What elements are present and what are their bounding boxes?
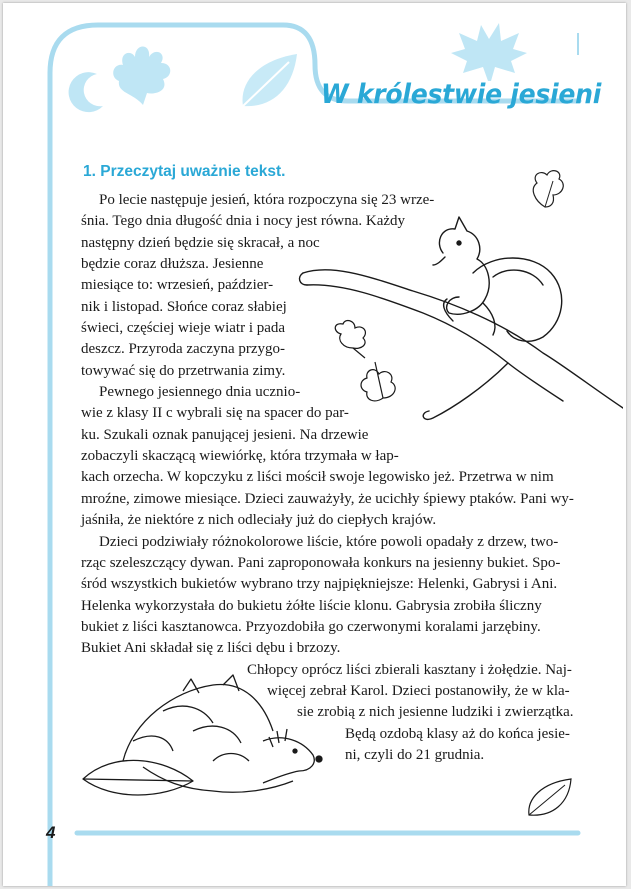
text-line: Po lecie następuje jesień, która rozpoczyna się 23 wrze-	[99, 192, 435, 208]
text-line: następny dzień będzie się skracał, a noc	[81, 234, 320, 251]
page-number: 4	[46, 823, 56, 842]
text-line: ni, czyli do 21 grudnia.	[345, 746, 485, 763]
falling-leaf-icon	[523, 163, 573, 213]
text-line: jaśniła, że niektóre z nich odleciały już do ciepłych krajów.	[81, 512, 437, 529]
text-line: mroźne, zimowe miesiące. Dzieci zauważyły, że ucichły śpiewy ptaków. Pani wy-	[81, 490, 574, 507]
text-line: Helenka wykorzystała do bukietu żółte liście klonu. Gabrysia zrobiła śliczny	[81, 597, 542, 614]
paragraph-3	[81, 532, 601, 660]
text-line: sie zrobią z nich jesienne ludziki i zwierzątka.	[297, 704, 574, 721]
text-line: więcej zebrał Karol. Dzieci postanowiły, że w kla-	[267, 682, 570, 699]
falling-leaf-icon	[521, 773, 581, 823]
text-line: wie z klasy II c wybrali się na spacer do par-	[81, 405, 349, 422]
text-line: bukiet z liści kasztanowca. Przyozdobiła go czerwonymi koralami jarzębiny.	[81, 618, 541, 635]
text-line: będzie coraz dłuższa. Jesienne	[81, 256, 264, 273]
leaf-icon	[235, 48, 305, 113]
text-line: śród wszystkich bukietów wybrano trzy najpiękniejsze: Helenki, Gabrysi i Ani.	[81, 576, 558, 593]
text-line: rząc szeleszczący dywan. Pani zaproponowała konkurs na jesienny bukiet. Spo-	[81, 554, 561, 571]
text-line: Dzieci podziwiały różnokolorowe liście, które powoli opadały z drzew, two-	[99, 533, 559, 550]
text-line: Będą ozdobą klasy aż do końca jesie-	[345, 725, 570, 742]
workbook-page	[3, 3, 626, 886]
maple-leaf-icon	[443, 17, 533, 87]
text-line: zobaczyli skaczącą wiewiórkę, która trzymała w łap-	[81, 448, 399, 465]
text-line: miesiące to: wrzesień, paździer-	[81, 277, 274, 294]
oak-leaf-icon	[103, 33, 183, 113]
text-line: ku. Szukali oznak panującej jesieni. Na drzewie	[81, 426, 369, 443]
text-line: śnia. Tego dnia długość dnia i nocy jest równa. Każdy	[81, 213, 406, 230]
text-line: Chłopcy oprócz liści zbierali kasztany i żołędzie. Naj-	[247, 661, 572, 678]
text-line: towywać się do przetrwania zimy.	[81, 362, 286, 379]
exercise-heading: 1. Przeczytaj uważnie tekst.	[83, 163, 286, 180]
text-line: świeci, częściej wieje wiatr i pada	[81, 320, 286, 337]
oak-leaves-illustration	[303, 318, 413, 418]
text-line: Bukiet Ani składał się z liści dębu i brzozy.	[81, 640, 341, 657]
page-title: W królestwie jesieni	[321, 79, 602, 110]
text-line: Pewnego jesiennego dnia ucznio-	[99, 384, 301, 401]
text-line: nik i listopad. Słońce coraz słabiej	[81, 298, 287, 315]
text-line: deszcz. Przyroda zaczyna przygo-	[81, 341, 286, 358]
text-line: kach orzecha. W kopczyku z liści mościł swoje legowisko jeż. Przetrwa w nim	[81, 469, 554, 486]
hedgehog-in-leaves-illustration	[73, 671, 333, 821]
